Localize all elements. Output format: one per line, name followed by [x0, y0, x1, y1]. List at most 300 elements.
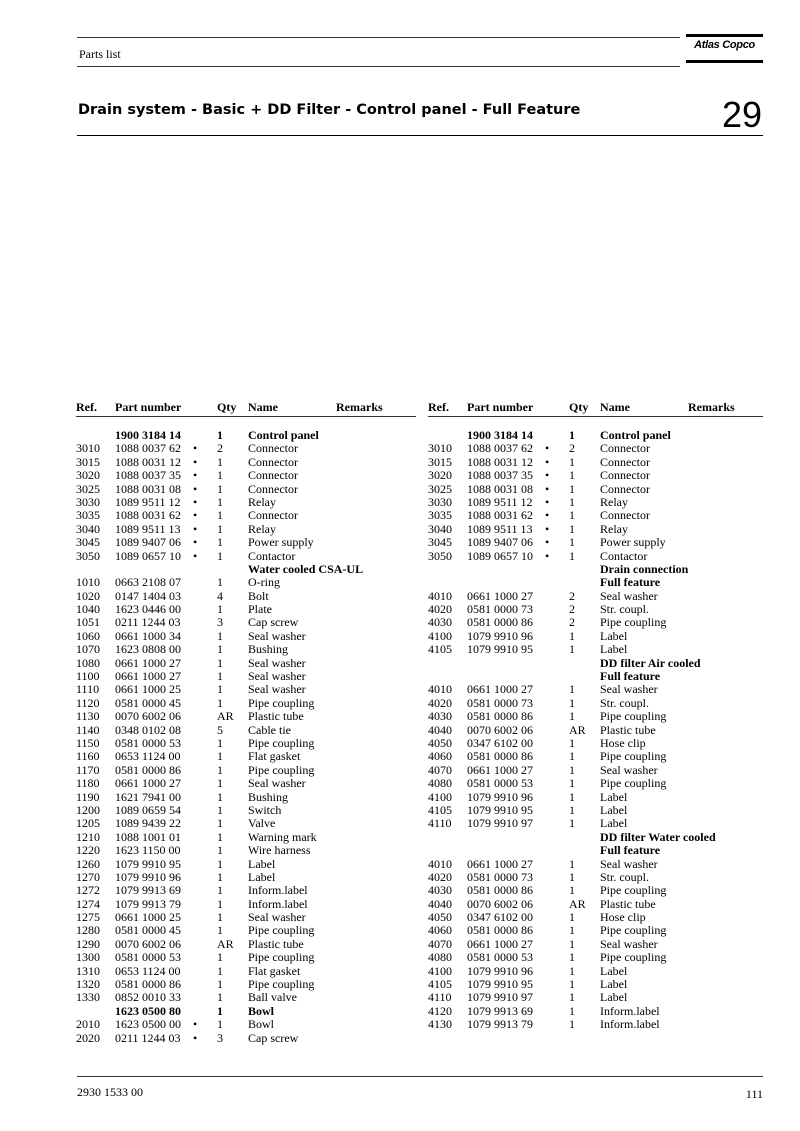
table-row: [76, 871, 416, 884]
table-row: [428, 911, 763, 924]
name-cell: Str. coupl.: [600, 695, 650, 710]
table-row: [76, 657, 416, 670]
qty-cell: 1: [569, 749, 575, 764]
part-number-cell: 1088 0031 08: [467, 481, 533, 496]
table-row: [428, 831, 763, 844]
table-row: [428, 523, 763, 536]
qty-cell: 1: [217, 428, 223, 442]
ref-cell: 4080: [428, 950, 452, 965]
qty-cell: 1: [569, 642, 575, 657]
table-row: [76, 603, 416, 616]
qty-cell: 1: [569, 682, 575, 697]
title-rule: [77, 135, 763, 136]
name-cell: Flat gasket: [248, 749, 301, 764]
table-row: [428, 884, 763, 897]
table-row: [76, 496, 416, 509]
name-cell: Connector: [248, 508, 298, 523]
table-row: [428, 724, 763, 737]
part-number-cell: 0661 1000 27: [467, 856, 533, 871]
part-number-cell: 0661 1000 34: [115, 628, 181, 643]
part-number-cell: 0581 0000 86: [467, 749, 533, 764]
name-cell: Connector: [248, 468, 298, 483]
name-cell: Contactor: [600, 548, 648, 563]
part-number-cell: 0147 1404 03: [115, 588, 181, 603]
table-row: [428, 991, 763, 1004]
name-cell: Label: [600, 977, 628, 992]
qty-cell: 1: [569, 695, 575, 710]
ref-cell: 3040: [428, 521, 452, 536]
ref-cell: 1270: [76, 869, 100, 884]
name-cell: Str. coupl.: [600, 602, 650, 617]
table-row: [76, 777, 416, 790]
section-number: 29: [722, 94, 763, 135]
page-number: 111: [745, 1087, 763, 1101]
document-number: 2930 1533 00: [77, 1085, 143, 1099]
qty-cell: 1: [217, 628, 223, 643]
ref-cell: 1051: [76, 615, 100, 630]
name-cell: Plate: [248, 602, 272, 617]
ref-cell: 4010: [428, 588, 452, 603]
qty-cell: 1: [217, 1017, 223, 1032]
name-cell: Plastic tube: [248, 936, 304, 951]
qty-cell: 1: [217, 548, 223, 563]
table-row: [76, 509, 416, 522]
table-row: [76, 924, 416, 937]
logo-bar-bottom: [686, 60, 763, 63]
ref-cell: 4030: [428, 615, 452, 630]
qty-cell: 1: [217, 749, 223, 764]
name-cell: Power supply: [248, 535, 314, 550]
header-qty: Qty: [569, 400, 589, 414]
table-row: [428, 603, 763, 616]
part-number-cell: 0347 6102 00: [467, 735, 533, 750]
qty-cell: AR: [217, 936, 234, 951]
part-number-cell: 1088 1001 01: [115, 829, 181, 844]
part-number-cell: 1900 3184 14: [115, 428, 181, 442]
kit-dot-cell: •: [545, 494, 550, 509]
kit-dot-cell: •: [193, 548, 198, 563]
name-cell: Seal washer: [248, 628, 306, 643]
qty-cell: 2: [569, 615, 575, 630]
part-number-cell: 1079 9910 96: [467, 628, 533, 643]
name-cell: Control panel: [600, 428, 671, 442]
name-cell: DD filter Air cooled: [600, 655, 701, 670]
qty-cell: 1: [569, 521, 575, 536]
name-cell: Relay: [248, 521, 276, 536]
name-cell: Cap screw: [248, 1030, 299, 1045]
qty-cell: 1: [569, 936, 575, 951]
part-number-cell: 0581 0000 86: [115, 762, 181, 777]
kit-dot-cell: •: [193, 468, 198, 483]
part-number-cell: 1623 1150 00: [115, 843, 181, 858]
table-row: [76, 643, 416, 656]
name-cell: Seal washer: [600, 682, 658, 697]
name-cell: Inform.label: [600, 1003, 660, 1018]
ref-cell: 4070: [428, 762, 452, 777]
name-cell: Connector: [600, 481, 650, 496]
ref-cell: 4030: [428, 883, 452, 898]
part-number-cell: 0581 0000 86: [467, 923, 533, 938]
ref-cell: 3015: [76, 454, 100, 469]
name-cell: Pipe coupling: [600, 950, 667, 965]
table-row: [76, 844, 416, 857]
table-row: [76, 1005, 416, 1018]
kit-dot-cell: •: [545, 441, 550, 456]
ref-cell: 4100: [428, 963, 452, 978]
part-number-cell: 1079 9910 95: [467, 642, 533, 657]
qty-cell: 1: [569, 494, 575, 509]
ref-cell: 4020: [428, 695, 452, 710]
name-cell: Contactor: [248, 548, 296, 563]
ref-cell: 4105: [428, 642, 452, 657]
name-cell: Pipe coupling: [248, 923, 315, 938]
qty-cell: 1: [217, 762, 223, 777]
table-row: [76, 938, 416, 951]
name-cell: Full feature: [600, 575, 661, 590]
table-row: [76, 483, 416, 496]
part-number-cell: 0070 6002 06: [115, 709, 181, 724]
ref-cell: 3020: [76, 468, 100, 483]
part-number-cell: 1088 0037 35: [467, 468, 533, 483]
ref-cell: 3010: [428, 441, 452, 456]
part-number-cell: 0070 6002 06: [467, 722, 533, 737]
name-cell: Label: [600, 990, 628, 1005]
part-number-cell: 0661 1000 27: [467, 936, 533, 951]
qty-cell: 1: [217, 642, 223, 657]
part-number-cell: 0581 0000 86: [467, 709, 533, 724]
table-row: [428, 616, 763, 629]
table-row: [76, 965, 416, 978]
part-number-cell: 1623 0500 80: [115, 1003, 181, 1018]
part-number-cell: 1900 3184 14: [467, 428, 533, 442]
qty-cell: 1: [217, 521, 223, 536]
table-row: [428, 1018, 763, 1031]
name-cell: Hose clip: [600, 735, 646, 750]
name-cell: Connector: [248, 441, 298, 456]
part-number-cell: 0661 1000 25: [115, 682, 181, 697]
qty-cell: 1: [217, 963, 223, 978]
name-cell: O-ring: [248, 575, 280, 590]
qty-cell: 2: [569, 441, 575, 456]
name-cell: Bowl: [248, 1017, 275, 1032]
qty-cell: 1: [217, 923, 223, 938]
name-cell: Flat gasket: [248, 963, 301, 978]
ref-cell: 1310: [76, 963, 100, 978]
ref-cell: 3045: [76, 535, 100, 550]
kit-dot-cell: •: [193, 481, 198, 496]
qty-cell: 1: [217, 695, 223, 710]
ref-cell: 4110: [428, 990, 452, 1005]
ref-cell: 1320: [76, 977, 100, 992]
kit-dot-cell: •: [545, 508, 550, 523]
table-row: [428, 683, 763, 696]
name-cell: Seal washer: [248, 655, 306, 670]
part-number-cell: 1079 9910 95: [467, 977, 533, 992]
table-row: [428, 563, 763, 576]
kit-dot-cell: •: [545, 521, 550, 536]
table-row: [428, 924, 763, 937]
table-row: [76, 550, 416, 563]
qty-cell: 1: [569, 735, 575, 750]
ref-cell: 3050: [428, 548, 452, 563]
qty-cell: 1: [217, 735, 223, 750]
header-top-rule: [77, 37, 680, 38]
name-cell: Seal washer: [248, 910, 306, 925]
ref-cell: 2020: [76, 1030, 100, 1045]
part-number-cell: 1088 0031 12: [115, 454, 181, 469]
name-cell: Pipe coupling: [600, 709, 667, 724]
ref-cell: 1020: [76, 588, 100, 603]
ref-cell: 4050: [428, 910, 452, 925]
ref-cell: 4110: [428, 816, 452, 831]
name-cell: Connector: [248, 481, 298, 496]
table-row: [76, 991, 416, 1004]
table-row: [428, 737, 763, 750]
qty-cell: 1: [569, 869, 575, 884]
part-number-cell: 0661 1000 27: [467, 588, 533, 603]
table-row: [428, 536, 763, 549]
name-cell: Connector: [600, 468, 650, 483]
part-number-cell: 0581 0000 86: [467, 615, 533, 630]
table-row: [76, 831, 416, 844]
qty-cell: 1: [569, 454, 575, 469]
table-body-left: [76, 429, 416, 1045]
ref-cell: 1080: [76, 655, 100, 670]
part-number-cell: 1088 0037 35: [115, 468, 181, 483]
ref-cell: 1110: [76, 682, 100, 697]
name-cell: Full feature: [600, 843, 661, 858]
part-number-cell: 0581 0000 73: [467, 869, 533, 884]
table-row: [428, 509, 763, 522]
table-row: [76, 1032, 416, 1045]
table-row: [76, 630, 416, 643]
ref-cell: 1280: [76, 923, 100, 938]
name-cell: Label: [600, 802, 628, 817]
ref-cell: 1120: [76, 695, 100, 710]
part-number-cell: 0852 0010 33: [115, 990, 181, 1005]
kit-dot-cell: •: [545, 548, 550, 563]
table-row: [76, 1018, 416, 1031]
table-row: [76, 737, 416, 750]
table-row: [428, 550, 763, 563]
ref-cell: 1150: [76, 735, 100, 750]
table-row: [428, 965, 763, 978]
kit-dot-cell: •: [193, 521, 198, 536]
ref-cell: 4105: [428, 977, 452, 992]
name-cell: Seal washer: [248, 682, 306, 697]
header-qty: Qty: [217, 400, 237, 414]
name-cell: Pipe coupling: [600, 749, 667, 764]
part-number-cell: 0581 0000 53: [115, 950, 181, 965]
part-number-cell: 0661 1000 27: [467, 682, 533, 697]
ref-cell: 1210: [76, 829, 100, 844]
part-number-cell: 0211 1244 03: [115, 615, 181, 630]
header-name: Name: [600, 400, 630, 414]
qty-cell: 1: [569, 468, 575, 483]
parts-table-left: [76, 400, 416, 1045]
ref-cell: 1170: [76, 762, 100, 777]
table-header: [76, 400, 416, 415]
part-number-cell: 1088 0031 12: [467, 454, 533, 469]
part-number-cell: 1089 9407 06: [115, 535, 181, 550]
qty-cell: 1: [569, 802, 575, 817]
name-cell: DD filter Water cooled: [600, 829, 716, 844]
table-row: [428, 791, 763, 804]
name-cell: Relay: [600, 521, 628, 536]
qty-cell: 1: [217, 494, 223, 509]
name-cell: Drain connection: [600, 561, 689, 576]
qty-cell: 1: [569, 856, 575, 871]
ref-cell: 1275: [76, 910, 100, 925]
table-row: [428, 978, 763, 991]
name-cell: Inform.label: [248, 883, 308, 898]
ref-cell: 1130: [76, 709, 100, 724]
qty-cell: 1: [569, 950, 575, 965]
qty-cell: 1: [217, 883, 223, 898]
name-cell: Label: [600, 628, 628, 643]
name-cell: Control panel: [248, 428, 319, 442]
table-row: [76, 442, 416, 455]
name-cell: Wire harness: [248, 843, 311, 858]
table-row: [428, 871, 763, 884]
part-number-cell: 0581 0000 73: [467, 695, 533, 710]
name-cell: Warning mark: [248, 829, 317, 844]
name-cell: Label: [600, 642, 628, 657]
table-row: [428, 469, 763, 482]
part-number-cell: 0661 1000 27: [467, 762, 533, 777]
qty-cell: 1: [569, 883, 575, 898]
name-cell: Power supply: [600, 535, 666, 550]
qty-cell: 3: [217, 1030, 223, 1045]
name-cell: Hose clip: [600, 910, 646, 925]
kit-dot-cell: •: [193, 1030, 198, 1045]
ref-cell: 4050: [428, 735, 452, 750]
header-label: Parts list: [79, 47, 121, 61]
part-number-cell: 1088 0037 62: [467, 441, 533, 456]
table-row: [428, 777, 763, 790]
name-cell: Pipe coupling: [248, 695, 315, 710]
header-ref: Ref.: [76, 400, 97, 414]
table-row: [76, 951, 416, 964]
name-cell: Bolt: [248, 588, 269, 603]
table-header-rule: [428, 416, 763, 417]
table-row: [76, 710, 416, 723]
table-row: [76, 764, 416, 777]
name-cell: Pipe coupling: [600, 923, 667, 938]
table-row: [76, 683, 416, 696]
ref-cell: 3030: [76, 494, 100, 509]
kit-dot-cell: •: [545, 454, 550, 469]
part-number-cell: 0653 1124 00: [115, 749, 181, 764]
part-number-cell: 1623 0446 00: [115, 602, 181, 617]
qty-cell: 2: [569, 588, 575, 603]
part-number-cell: 1089 9439 22: [115, 816, 181, 831]
logo-bar-top: [686, 34, 763, 37]
kit-dot-cell: •: [193, 454, 198, 469]
part-number-cell: 0581 0000 45: [115, 923, 181, 938]
part-number-cell: 0070 6002 06: [467, 896, 533, 911]
qty-cell: 1: [217, 977, 223, 992]
table-row: [428, 817, 763, 830]
name-cell: Inform.label: [600, 1017, 660, 1032]
kit-dot-cell: •: [545, 468, 550, 483]
qty-cell: 1: [217, 575, 223, 590]
table-row: [76, 536, 416, 549]
part-number-cell: 1079 9910 96: [467, 789, 533, 804]
name-cell: Connector: [600, 508, 650, 523]
name-cell: Seal washer: [600, 856, 658, 871]
ref-cell: 3015: [428, 454, 452, 469]
ref-cell: 4100: [428, 628, 452, 643]
table-row: [76, 697, 416, 710]
qty-cell: 1: [569, 963, 575, 978]
name-cell: Water cooled CSA-UL: [248, 561, 364, 576]
part-number-cell: 1079 9913 79: [467, 1017, 533, 1032]
table-row: [76, 469, 416, 482]
qty-cell: 1: [217, 789, 223, 804]
table-row: [428, 938, 763, 951]
table-header-rule: [76, 416, 416, 417]
table-row: [76, 911, 416, 924]
table-row: [428, 764, 763, 777]
part-number-cell: 0653 1124 00: [115, 963, 181, 978]
parts-table-right: [428, 400, 763, 1032]
qty-cell: 1: [217, 481, 223, 496]
part-number-cell: 0348 0102 08: [115, 722, 181, 737]
name-cell: Connector: [600, 454, 650, 469]
ref-cell: 3020: [428, 468, 452, 483]
name-cell: Inform.label: [248, 896, 308, 911]
name-cell: Seal washer: [600, 936, 658, 951]
ref-cell: 3025: [76, 481, 100, 496]
part-number-cell: 1079 9913 79: [115, 896, 181, 911]
table-row: [428, 804, 763, 817]
ref-cell: 4060: [428, 749, 452, 764]
atlas-copco-logo: [686, 34, 763, 64]
ref-cell: 3035: [428, 508, 452, 523]
name-cell: Connector: [248, 454, 298, 469]
header-part-number: Part number: [115, 400, 182, 414]
table-row: [76, 670, 416, 683]
ref-cell: 1070: [76, 642, 100, 657]
table-row: [428, 576, 763, 589]
table-row: [76, 817, 416, 830]
ref-cell: 1180: [76, 776, 100, 791]
name-cell: Bushing: [248, 642, 289, 657]
part-number-cell: 1621 7941 00: [115, 789, 181, 804]
name-cell: Ball valve: [248, 990, 297, 1005]
part-number-cell: 0581 0000 53: [467, 950, 533, 965]
name-cell: Full feature: [600, 669, 661, 684]
ref-cell: 1190: [76, 789, 100, 804]
qty-cell: 1: [569, 709, 575, 724]
part-number-cell: 0581 0000 73: [467, 602, 533, 617]
name-cell: Label: [600, 789, 628, 804]
table-row: [428, 697, 763, 710]
part-number-cell: 0347 6102 00: [467, 910, 533, 925]
table-row: [76, 884, 416, 897]
name-cell: Seal washer: [600, 762, 658, 777]
qty-cell: AR: [217, 709, 234, 724]
qty-cell: 1: [217, 535, 223, 550]
table-header: [428, 400, 763, 415]
qty-cell: 1: [217, 468, 223, 483]
table-row: [428, 670, 763, 683]
table-row: [76, 616, 416, 629]
qty-cell: 1: [217, 682, 223, 697]
table-row: [428, 898, 763, 911]
part-number-cell: 1089 9511 13: [467, 521, 533, 536]
